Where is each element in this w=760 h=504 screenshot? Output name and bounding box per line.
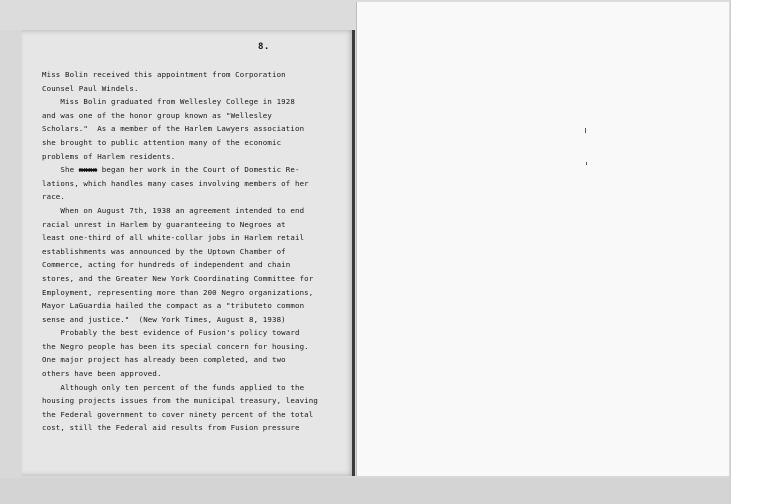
text-line: establishments was announced by the Uptown Chamber of bbox=[42, 246, 286, 256]
text-line: When on August 7th, 1938 an agreement intended to end bbox=[42, 205, 305, 215]
text-line: Miss Bolin graduated from Wellesley College in 1928 bbox=[42, 97, 295, 107]
text-line: others have been approved. bbox=[42, 369, 162, 379]
text-line: sense and justice." (New York Times, August 8, 1938) bbox=[42, 314, 286, 324]
typed-page bbox=[22, 30, 355, 476]
scan-speck bbox=[585, 128, 586, 133]
text-line: stores, and the Greater New York Coordinating Committee for bbox=[42, 273, 314, 283]
text-line: Probably the best evidence of Fusion's policy toward bbox=[42, 328, 300, 338]
blank-facing-page bbox=[356, 2, 729, 476]
text-line: Although only ten percent of the funds applied to the bbox=[42, 382, 305, 392]
page-number: 8. bbox=[258, 42, 270, 52]
text-line: Miss Bolin received this appointment from Corporation bbox=[42, 70, 286, 79]
text-line: Counsel Paul Windels. bbox=[42, 83, 139, 93]
text-line: She xxxx began her work in the Court of Domestic Re- bbox=[42, 165, 300, 175]
scan-speck bbox=[586, 162, 587, 165]
text-line: and was one of the honor group known as "Wellesley bbox=[42, 110, 272, 120]
text-line: the Negro people has been its special concern for housing. bbox=[42, 341, 309, 351]
text-line: lations, which handles many cases involving members of her bbox=[42, 178, 309, 188]
text-line: Employment, representing more than 200 Negro organizations, bbox=[42, 287, 314, 297]
text-line: least one-third of all white-collar jobs in Harlem retail bbox=[42, 233, 305, 243]
text-line: problems of Harlem residents. bbox=[42, 151, 176, 161]
scan-bottom-band bbox=[0, 478, 760, 504]
text-line: Commerce, acting for hundreds of independent and chain bbox=[42, 260, 291, 270]
text-line: housing projects issues from the municipal treasury, leaving bbox=[42, 396, 318, 406]
text-line: she brought to public attention many of the economic bbox=[42, 137, 282, 147]
text-line: cost, still the Federal aid results from Fusion pressure bbox=[42, 423, 300, 433]
text-line: Mayor LaGuardia hailed the compact as a "tributeto common bbox=[42, 301, 305, 311]
text-line: racial unrest in Harlem by guaranteeing to Negroes at bbox=[42, 219, 286, 229]
text-line: Scholars." As a member of the Harlem Lawyers association bbox=[42, 124, 305, 134]
text-line: One major project has already been completed, and two bbox=[42, 355, 286, 365]
scanner-edge-strip bbox=[730, 0, 760, 504]
text-line: race. bbox=[42, 192, 65, 202]
text-line: the Federal government to cover ninety percent of the total bbox=[42, 409, 314, 419]
struck-out-text: xxxx bbox=[78, 165, 98, 175]
body-text bbox=[42, 68, 342, 435]
